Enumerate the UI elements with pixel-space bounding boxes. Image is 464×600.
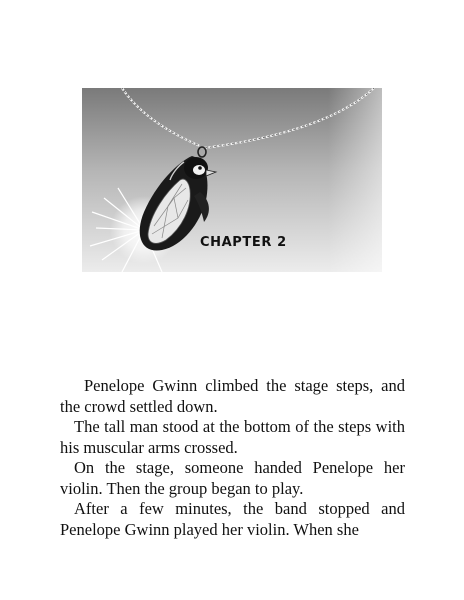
paragraph: On the stage, someone handed Penelope her violin. Then the group began to play. [60, 458, 405, 498]
paragraph: After a few minutes, the band stopped and Penelope Gwinn played her violin. When she [60, 499, 405, 539]
paragraph: The tall man stood at the bottom of the steps with his muscular arms crossed. [60, 417, 405, 457]
chapter-title: CHAPTER 2 [200, 235, 287, 250]
story-text [60, 376, 405, 540]
paragraph: Penelope Gwinn climbed the stage steps, and the crowd settled down. [60, 376, 405, 416]
